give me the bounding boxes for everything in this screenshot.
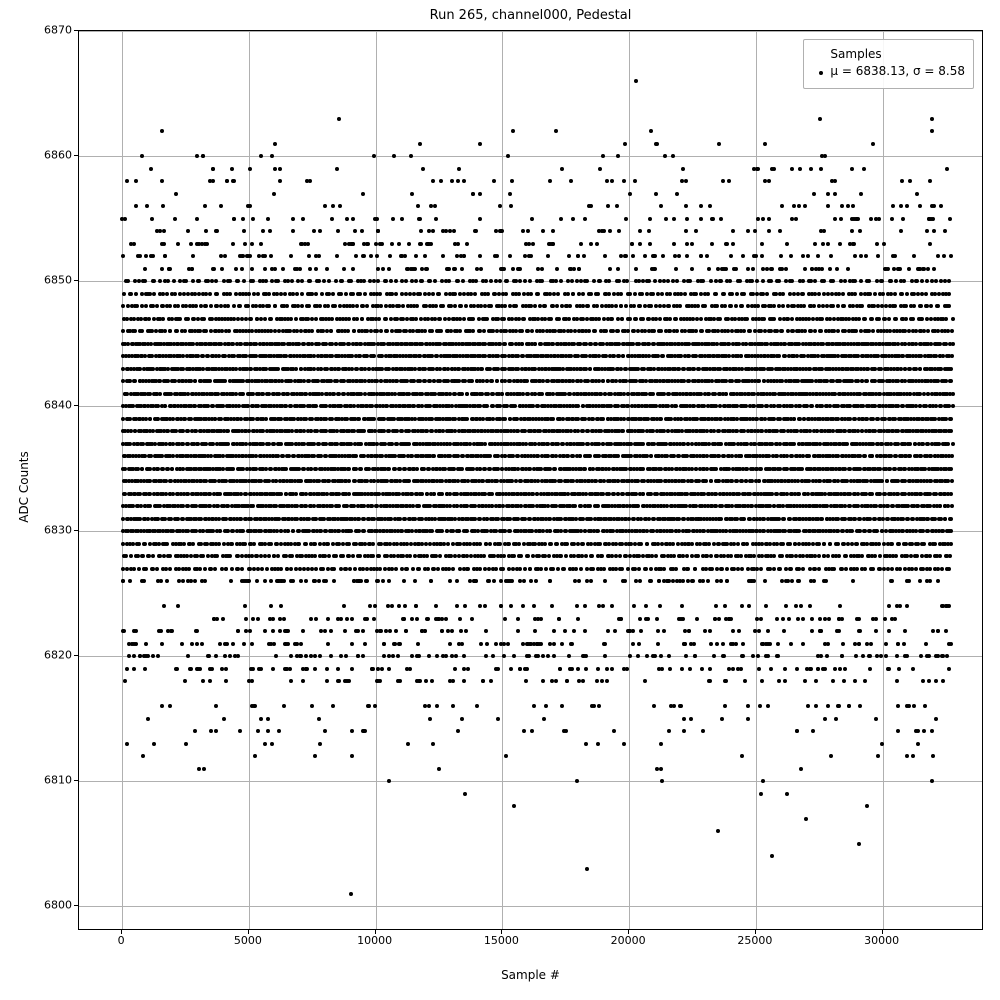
- y-tick-label: 6860: [44, 148, 72, 162]
- legend-marker-icon: [812, 63, 830, 80]
- x-tick-label: 5000: [233, 934, 262, 947]
- chart-title: Run 265, channel000, Pedestal: [429, 8, 632, 23]
- x-tick-label: 15000: [483, 934, 519, 947]
- y-axis-label: ADC Counts: [17, 451, 31, 523]
- legend-entry-samples: [812, 63, 965, 80]
- y-tick-label: 6870: [44, 23, 72, 37]
- x-axis-label: Sample #: [501, 968, 560, 982]
- x-tick-label: 0: [117, 934, 125, 947]
- x-tick-label: 20000: [610, 934, 646, 947]
- plot-area: [78, 30, 983, 930]
- y-tick-label: 6840: [44, 398, 72, 412]
- legend-stats-label: μ = 6838.13, σ = 8.58: [830, 64, 965, 79]
- legend: [803, 39, 974, 89]
- gridline-horizontal: [79, 31, 982, 32]
- gridline-horizontal: [79, 906, 982, 907]
- y-tick-label: 6820: [44, 648, 72, 662]
- x-tick-label: 25000: [737, 934, 773, 947]
- x-tick-label: 10000: [357, 934, 393, 947]
- y-tick-label: 6850: [44, 273, 72, 287]
- y-tick-label: 6830: [44, 523, 72, 537]
- legend-title: Samples: [830, 47, 882, 61]
- gridline-horizontal: [79, 781, 982, 782]
- gridline-horizontal: [79, 156, 982, 157]
- y-tick-label: 6800: [44, 898, 72, 912]
- y-tick-label: 6810: [44, 773, 72, 787]
- x-tick-label: 30000: [864, 934, 900, 947]
- legend-title-row: [812, 46, 965, 63]
